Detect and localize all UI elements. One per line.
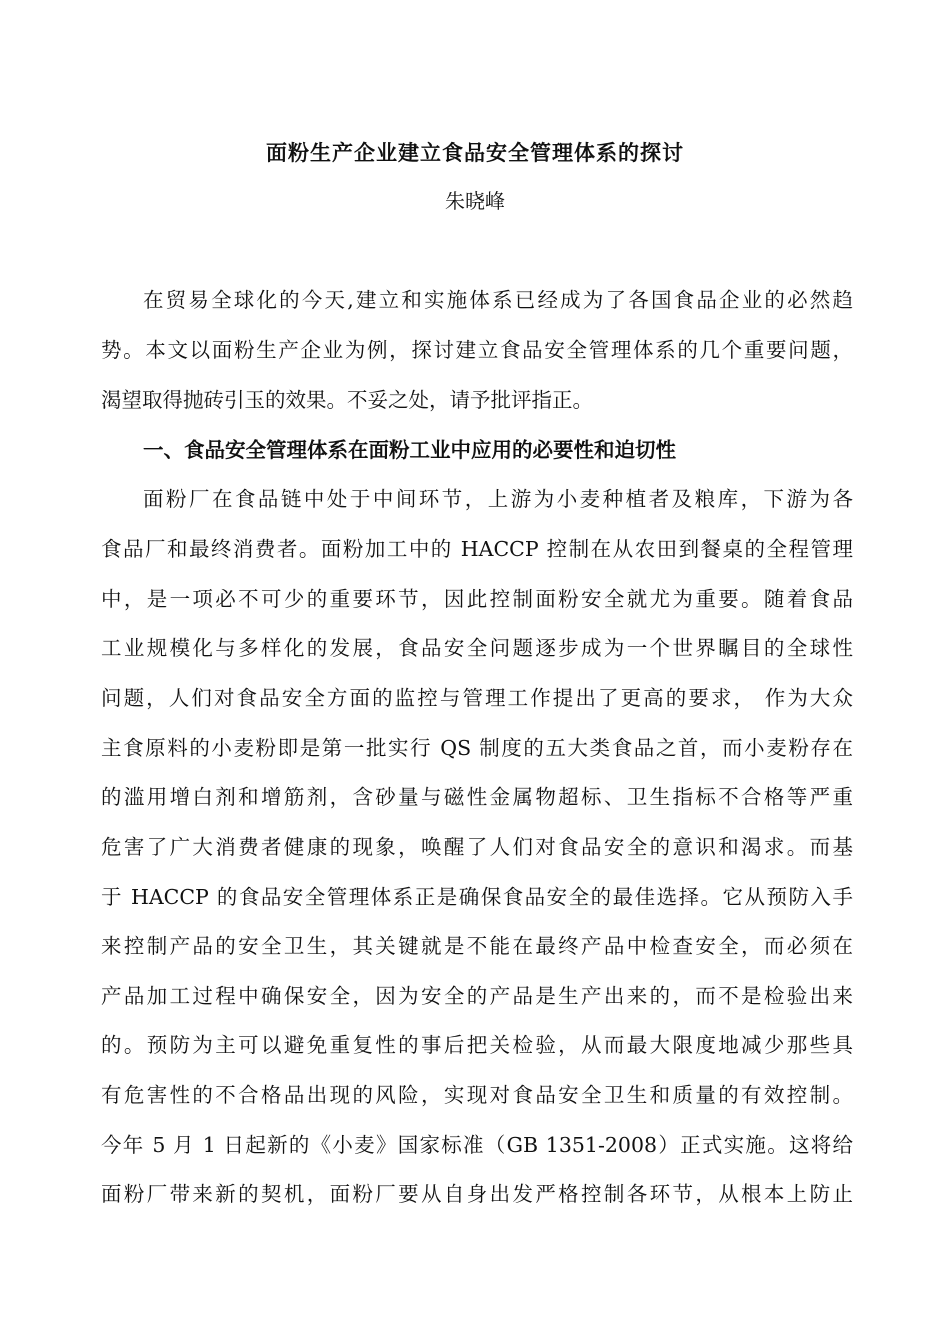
body-line: 中，是一项必不可少的重要环节，因此控制面粉安全就尤为重要。随着食品	[101, 587, 853, 611]
intro-line: 势。本文以面粉生产企业为例，探讨建立食品安全管理体系的几个重要问题，	[101, 338, 853, 362]
body-line: 主食原料的小麦粉即是第一批实行 QS 制度的五大类食品之首，而小麦粉存在	[101, 736, 853, 760]
body-line: 产品加工过程中确保安全，因为安全的产品是生产出来的，而不是检验出来	[101, 984, 853, 1008]
intro-line: 在贸易全球化的今天,建立和实施体系已经成为了各国食品企业的必然趋	[143, 288, 853, 312]
body-line: 面粉厂在食品链中处于中间环节，上游为小麦种植者及粮库，下游为各	[143, 487, 853, 511]
body-line: 于 HACCP 的食品安全管理体系正是确保食品安全的最佳选择。它从预防入手	[101, 885, 853, 909]
intro-line: 渴望取得抛砖引玉的效果。不妥之处，请予批评指正。	[101, 388, 593, 412]
body-line: 有危害性的不合格品出现的风险，实现对食品安全卫生和质量的有效控制。	[101, 1083, 853, 1107]
body-line: 的。预防为主可以避免重复性的事后把关检验，从而最大限度地减少那些具	[101, 1033, 853, 1057]
document-title: 面粉生产企业建立食品安全管理体系的探讨	[266, 140, 684, 165]
body-line: 工业规模化与多样化的发展，食品安全问题逐步成为一个世界瞩目的全球性	[101, 636, 853, 660]
body-line: 来控制产品的安全卫生，其关键就是不能在最终产品中检查安全，而必须在	[101, 934, 853, 958]
section-heading: 一、食品安全管理体系在面粉工业中应用的必要性和迫切性	[143, 438, 676, 462]
author-name: 朱晓峰	[445, 189, 505, 213]
body-line: 的滥用增白剂和增筋剂，含砂量与磁性金属物超标、卫生指标不合格等严重	[101, 785, 853, 809]
body-line: 今年 5 月 1 日起新的《小麦》国家标准（GB 1351-2008）正式实施。这将给	[101, 1133, 853, 1157]
body-line: 问题，人们对食品安全方面的监控与管理工作提出了更高的要求， 作为大众	[101, 686, 853, 710]
body-line: 食品厂和最终消费者。面粉加工中的 HACCP 控制在从农田到餐桌的全程管理	[101, 537, 853, 561]
body-line: 危害了广大消费者健康的现象，唤醒了人们对食品安全的意识和渴求。而基	[101, 835, 853, 859]
body-line: 面粉厂带来新的契机，面粉厂要从自身出发严格控制各环节，从根本上防止	[101, 1182, 853, 1206]
